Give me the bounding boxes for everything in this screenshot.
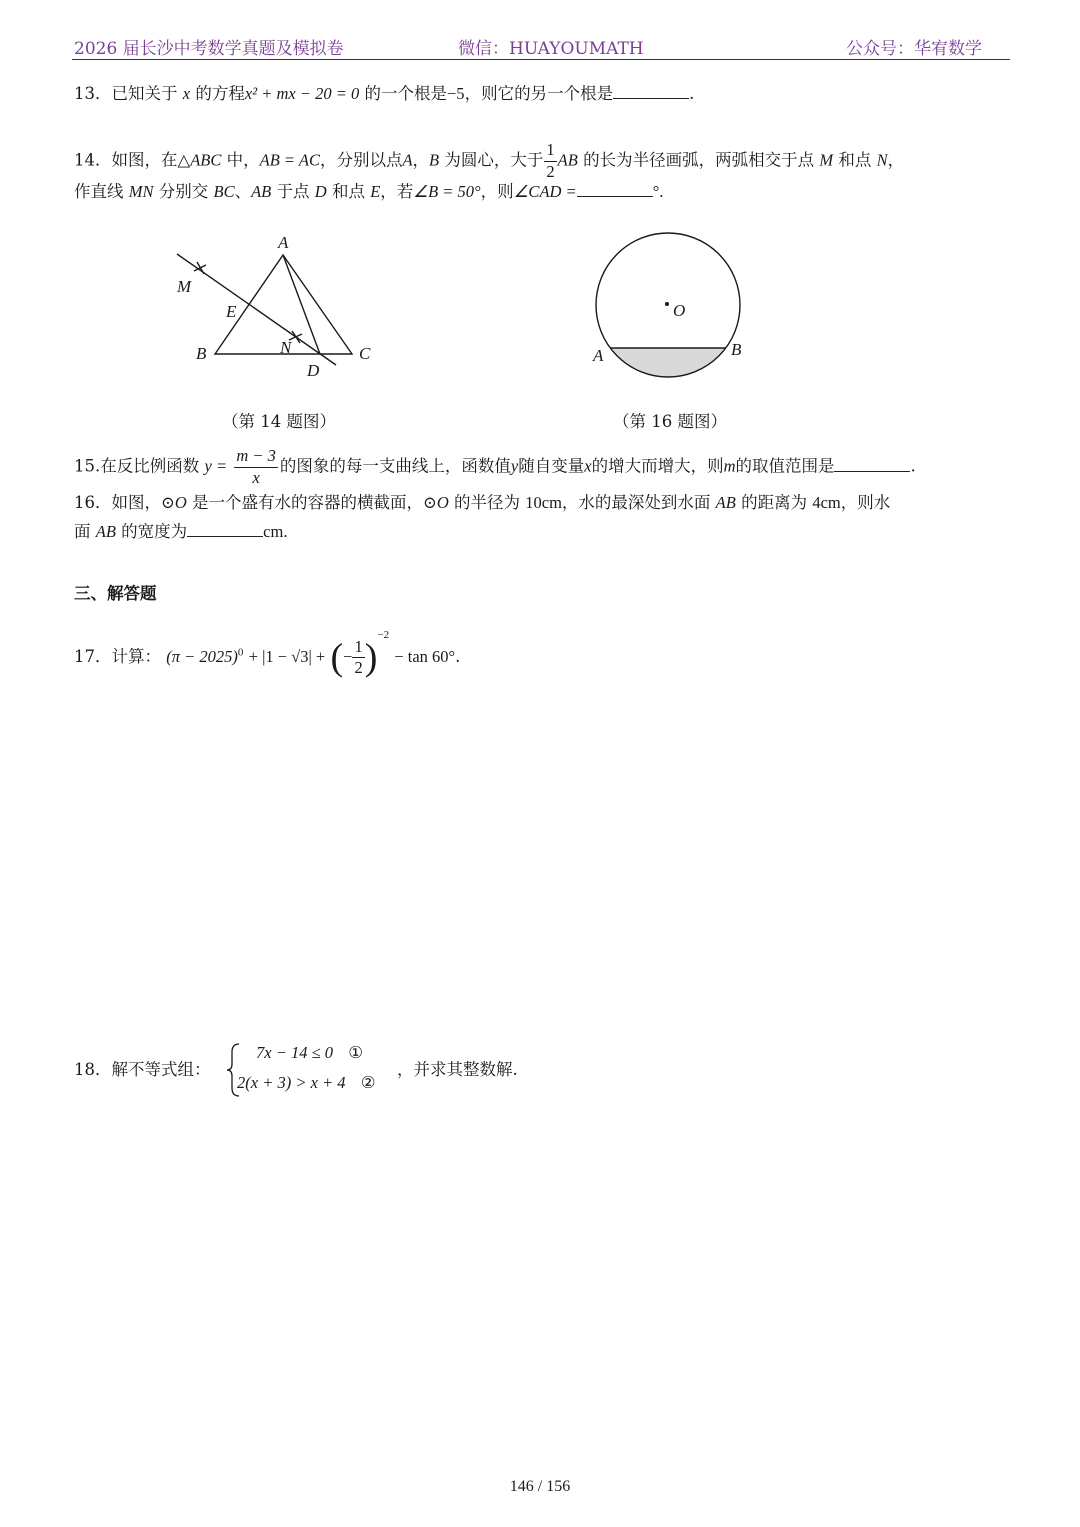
q15-text: 的增大而增大，则 bbox=[591, 456, 724, 476]
figure-14-triangle bbox=[160, 228, 390, 388]
angle-cad: ∠CAD = bbox=[513, 182, 577, 201]
question-18-tail: ，并求其整数解. bbox=[397, 1060, 518, 1079]
figure-14-caption: （第 14 题图） bbox=[222, 412, 336, 431]
q14-text: 作直线 bbox=[74, 182, 124, 201]
q13-text: 的方程 bbox=[195, 84, 245, 103]
q14-text: ，分别以点 bbox=[319, 150, 403, 170]
question-18 bbox=[74, 1062, 211, 1079]
q17-end: . bbox=[455, 647, 461, 666]
center-point bbox=[665, 302, 669, 306]
q15-text: 的取值范围是 bbox=[735, 456, 835, 476]
q14-text: 和点 bbox=[838, 150, 872, 170]
triangle-abc: ABC bbox=[190, 150, 222, 170]
var-m: m bbox=[723, 456, 736, 476]
answer-blank[interactable] bbox=[577, 195, 653, 197]
q16-text: 的宽度为 bbox=[121, 522, 188, 541]
q14-text: 为圆心，大于 bbox=[444, 150, 544, 170]
label-b: B bbox=[731, 340, 742, 359]
header-wechat: 微信：HUAYOUMATH bbox=[458, 39, 644, 59]
inequality-2-expr: 2(x + 3) > x + 4 bbox=[237, 1073, 346, 1092]
answer-blank[interactable] bbox=[834, 470, 910, 472]
equation: x² + mx − 20 = 0 bbox=[244, 84, 360, 103]
label-n: N bbox=[280, 338, 292, 357]
header-divider bbox=[72, 59, 1010, 60]
q18-text: 解不等式组： bbox=[111, 1060, 211, 1079]
q15-end: . bbox=[910, 456, 916, 476]
expr-pi-term: (π − 2025) bbox=[166, 647, 238, 666]
label-e: E bbox=[226, 302, 237, 321]
q13-text: 已知关于 bbox=[111, 84, 178, 103]
header-left-title: 2026 届长沙中考数学真题及模拟卷 bbox=[74, 39, 344, 59]
degree-end: °. bbox=[652, 182, 664, 201]
fraction-half bbox=[352, 636, 364, 677]
denominator: 2 bbox=[546, 161, 555, 181]
exponent-neg2: −2 bbox=[377, 629, 390, 641]
answer-blank[interactable] bbox=[187, 535, 263, 537]
q15-text: 的图象的每一支曲线上，函数值 bbox=[279, 456, 511, 476]
condition: AB = AC bbox=[259, 150, 320, 170]
figure-16-circle bbox=[580, 222, 760, 392]
line-mn: MN bbox=[128, 182, 154, 201]
tag-2: ② bbox=[360, 1073, 376, 1092]
q14-text: ，则 bbox=[480, 182, 514, 201]
q16-text: 如图，⊙ bbox=[111, 493, 175, 512]
q14-text: ， bbox=[887, 150, 905, 170]
label-m: M bbox=[177, 277, 192, 296]
given-root: −5 bbox=[447, 84, 465, 103]
circle-o-ref: O bbox=[436, 493, 449, 512]
point-a: A bbox=[402, 150, 413, 170]
segment-bc: BC bbox=[213, 182, 235, 201]
var-x: x bbox=[182, 84, 191, 103]
exponent-zero: 0 bbox=[237, 646, 244, 659]
denominator: 2 bbox=[354, 658, 363, 677]
question-14 bbox=[74, 142, 904, 180]
q14-text: 和点 bbox=[331, 182, 365, 201]
numerator: 1 bbox=[544, 142, 556, 162]
question-number: 16． bbox=[74, 493, 112, 512]
minus-sign: − bbox=[343, 647, 353, 666]
expr-abs-term: + |1 − √3| + bbox=[248, 647, 326, 666]
angle-b: ∠B = 50° bbox=[413, 182, 481, 201]
label-a: A bbox=[593, 346, 604, 365]
q14-text: 、 bbox=[234, 182, 252, 201]
depth-value: 4cm bbox=[812, 493, 841, 512]
q16-text: ，水的最深处到水面 bbox=[561, 493, 711, 512]
inequality-1 bbox=[256, 1045, 363, 1062]
numerator: m − 3 bbox=[234, 448, 278, 468]
answer-blank[interactable] bbox=[613, 97, 689, 99]
radius-value: 10cm bbox=[525, 493, 562, 512]
q16-text: 的距离为 bbox=[741, 493, 808, 512]
point-b: B bbox=[429, 150, 440, 170]
point-n: N bbox=[876, 150, 888, 170]
q14-text: 中， bbox=[226, 150, 260, 170]
question-13 bbox=[74, 86, 694, 103]
q16-text: 面 bbox=[74, 522, 91, 541]
right-paren: ) bbox=[364, 636, 378, 679]
point-d: D bbox=[314, 182, 327, 201]
q13-text: 的一个根是 bbox=[364, 84, 447, 103]
question-number: 17． bbox=[74, 647, 112, 666]
circle-o-ref: O bbox=[174, 493, 187, 512]
q17-text: 计算： bbox=[111, 647, 161, 666]
q15-text: 随自变量 bbox=[518, 456, 585, 476]
segment-ab: AB bbox=[95, 522, 116, 541]
q16-text: 的半径为 bbox=[454, 493, 520, 512]
tag-1: ① bbox=[348, 1043, 364, 1062]
q13-text: ，则它的另一个根是 bbox=[464, 84, 614, 103]
q13-end: . bbox=[689, 84, 695, 103]
q16-text: 是一个盛有水的容器的横截面，⊙ bbox=[192, 493, 437, 512]
figure-16-caption: （第 16 题图） bbox=[613, 412, 727, 431]
question-number: 14． bbox=[74, 150, 112, 170]
inequality-2 bbox=[237, 1075, 376, 1092]
numerator: 1 bbox=[352, 639, 364, 659]
water-region bbox=[610, 348, 726, 377]
label-b: B bbox=[196, 344, 207, 363]
question-number: 18． bbox=[74, 1060, 112, 1079]
point-e: E bbox=[370, 182, 381, 201]
q15-text: 在反比例函数 bbox=[100, 456, 200, 476]
question-15 bbox=[74, 448, 916, 486]
inequality-1-expr: 7x − 14 ≤ 0 bbox=[256, 1043, 334, 1062]
segment-ab: AB bbox=[715, 493, 736, 512]
q14-text: ，若 bbox=[380, 182, 414, 201]
fraction-m3-over-x bbox=[234, 448, 278, 486]
question-number: 15. bbox=[74, 456, 101, 476]
unit-cm: cm. bbox=[263, 522, 288, 541]
segment-ab: AB bbox=[251, 182, 272, 201]
label-a: A bbox=[278, 233, 289, 252]
var-y: y bbox=[510, 456, 519, 476]
point-m: M bbox=[819, 150, 834, 170]
page-number: 146 / 156 bbox=[509, 1478, 571, 1495]
segment-ab: AB bbox=[557, 150, 578, 170]
denominator: x bbox=[252, 467, 260, 487]
label-d: D bbox=[307, 361, 320, 380]
header-official-account: 公众号：华宥数学 bbox=[846, 39, 982, 59]
comma: ， bbox=[412, 150, 430, 170]
fraction-half bbox=[544, 142, 556, 180]
y-equals: y = bbox=[204, 456, 228, 476]
left-paren: ( bbox=[330, 636, 344, 679]
label-c: C bbox=[359, 344, 371, 363]
var-x: x bbox=[584, 456, 592, 476]
question-17 bbox=[74, 630, 460, 677]
question-16-line2 bbox=[74, 524, 287, 541]
q14-text: 分别交 bbox=[158, 182, 209, 201]
q14-text: 的长为半径画弧，两弧相交于点 bbox=[583, 150, 815, 170]
expr-tan-term: − tan 60° bbox=[394, 647, 456, 666]
q14-text: 如图，在△ bbox=[111, 150, 191, 170]
label-o: O bbox=[673, 301, 686, 320]
q14-text: 于点 bbox=[276, 182, 310, 201]
q16-text: ，则水 bbox=[840, 493, 891, 512]
question-16 bbox=[74, 495, 890, 512]
section-heading: 三、解答题 bbox=[74, 584, 157, 603]
question-number: 13． bbox=[74, 84, 112, 103]
question-14-line2 bbox=[74, 184, 663, 201]
